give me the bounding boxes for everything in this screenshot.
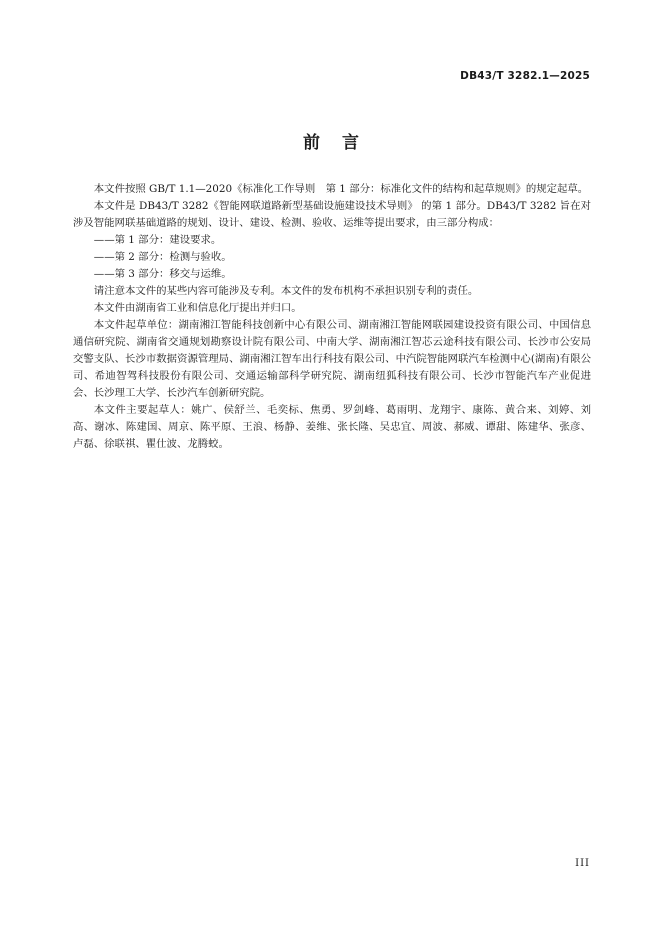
page-number: III (575, 858, 590, 869)
list-item-part-1: ——第 1 部分：建设要求。 (93, 234, 222, 246)
paragraph-drafting-rules: 本文件按照 GB/T 1.1—2020《标准化工作导则 第 1 部分：标准化文件的结构和起草规则》的规定起草。 (93, 183, 589, 195)
page-title: 前言 (303, 133, 381, 153)
paragraph-drafting-units: 本文件起草单位：湖南湘江智能科技创新中心有限公司、湖南湘江智能网联园建设投资有限公司、中国信息通信研究院、湖南省交通规划勘察设计院有限公司、中南大学、湖南湘江智芯云途科技有限公司、长沙市公安局交警支队、长沙市数据资源管理局、湖南湘江智车出行科技有限公司、中汽院智能网联汽车检测中心(湖南)有限公司、希迪智驾科技股份有限公司、交通运输部科学研究院、湖南纽狐科技有限公司、长沙市智能汽车产业促进会、长沙理工大学、长沙汽车创新研究院。 (73, 319, 591, 399)
paragraph-proposer: 本文件由湖南省工业和信息化厅提出并归口。 (93, 302, 302, 314)
list-item-part-2: ——第 2 部分：检测与验收。 (93, 251, 232, 263)
list-item-part-3: ——第 3 部分：移交与运维。 (93, 268, 232, 280)
paragraph-series-intro: 本文件是 DB43/T 3282《智能网联道路新型基础设施建设技术导则》 的第 1 部分。DB43/T 3282 旨在对涉及智能网联基础道路的规划、设计、建设、检测、验收、运维等提出要求，由三部分构成： (73, 200, 591, 229)
foreword-body (73, 181, 591, 453)
paragraph-patent-notice: 请注意本文件的某些内容可能涉及专利。本文件的发布机构不承担识别专利的责任。 (93, 285, 479, 297)
document-code: DB43/T 3282.1—2025 (460, 70, 590, 82)
paragraph-drafters: 本文件主要起草人：姚广、侯舒兰、毛奕标、焦勇、罗剑峰、葛雨明、龙翔宇、康陈、黄合来、刘婷、刘高、谢冰、陈建国、周京、陈平原、王浪、杨静、姜维、张长隆、吴忠宜、周波、郝威、谭甜、陈建华、张彦、卢磊、徐联祺、瞿仕波、龙腾蛟。 (73, 404, 591, 450)
